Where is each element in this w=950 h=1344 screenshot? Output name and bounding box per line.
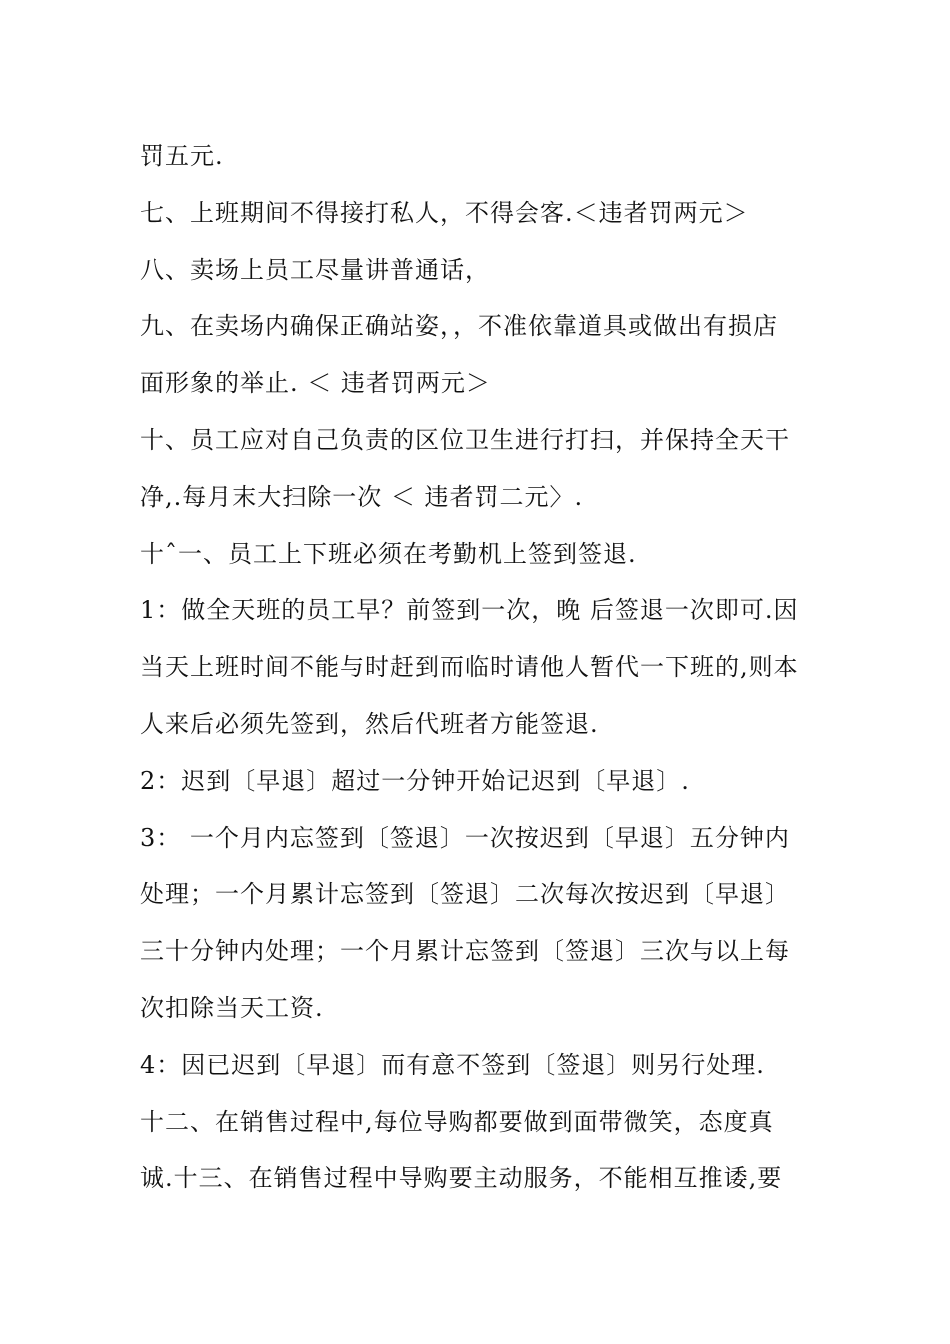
text-line: 八、卖场上员工尽量讲普通话， [140,255,490,284]
text-line: 十ˆ一、员工上下班必须在考勤机上签到签退. [140,539,637,568]
text-line: 十二、在销售过程中,每位导购都要做到面带微笑，态度真 [140,1107,774,1136]
text-line: 九、在卖场内确保正确站姿，，不准依靠道具或做出有损店 [140,312,778,341]
text-line: 三十分钟内处理；一个月累计忘签到〔签退〕三次与以上每 [140,937,790,966]
text-line: 净,.每月末大扫除一次 ＜ 违者罚二元〉. [140,482,584,511]
text-line: 2：迟到〔早退〕超过一分钟开始记迟到〔早退〕. [140,766,690,795]
text-line: 1：做全天班的员工早？前签到一次，晚 后签退一次即可.因 [140,596,799,625]
text-line: 当天上班时间不能与时赶到而临时请他人暂代一下班的,则本 [140,653,799,682]
text-line: 十、员工应对自己负责的区位卫生进行打扫，并保持全天干 [140,425,790,454]
text-line: 处理；一个月累计忘签到〔签退〕二次每次按迟到〔早退〕 [140,880,790,909]
text-line: 次扣除当天工资. [140,993,324,1022]
text-line: 七、上班期间不得接打私人，不得会客.＜违者罚两元＞ [140,198,749,227]
document-body [140,128,830,1207]
text-line: 诚.十三、在销售过程中导购要主动服务，不能相互推诿,要 [140,1164,783,1193]
text-line: 3： 一个月内忘签到〔签退〕一次按迟到〔早退〕五分钟内 [140,823,790,852]
text-line: 面形象的举止. ＜ 违者罚两元＞ [140,369,491,398]
text-line: 人来后必须先签到，然后代班者方能签退. [140,709,599,738]
text-line: 罚五元. [140,142,224,170]
text-line: 4：因已迟到〔早退〕而有意不签到〔签退〕则另行处理. [140,1050,765,1079]
